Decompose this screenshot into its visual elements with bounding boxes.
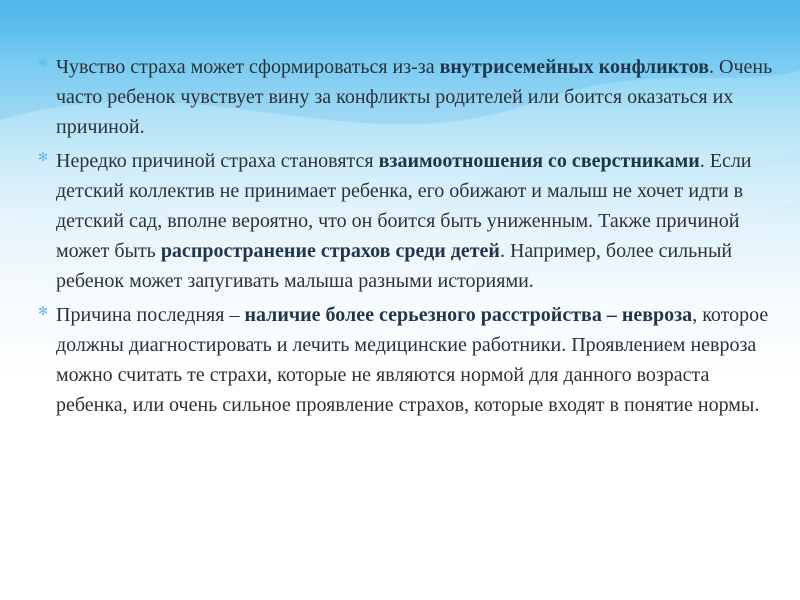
bullet-emphasis-text: внутрисемейных конфликтов <box>439 56 710 78</box>
bullet-text: , которое должны диагностировать и лечить медицинские работники. Проявлением невроза можно считать те страхи, которые не являются нормой для данного возраста ребенка, или очень сильное проявление страхов, которые входят в понятие нормы. <box>56 304 769 416</box>
bullet-text: Нередко причиной страха становятся <box>56 150 379 172</box>
bullet-emphasis-text: взаимоотношения со сверстниками <box>378 150 700 172</box>
bullet-marker-icon: ✻ <box>38 150 49 164</box>
bullet-text: . Если детский коллектив не принимает ребенка, его обижают и малыш не хочет идти в детский сад, вполне вероятно, что он боится быть униженным. Также причиной может быть <box>56 150 752 262</box>
bullet-text: Причина последняя – <box>56 304 245 326</box>
bullet-emphasis-text: распространение страхов среди детей <box>160 240 500 262</box>
bullet-item <box>34 300 774 420</box>
bullet-text: . Например, более сильный ребенок может запугивать малыша разными историями. <box>56 240 733 292</box>
bullet-marker-icon: ✻ <box>38 304 49 318</box>
bullet-emphasis-text: наличие более серьезного расстройства – невроза <box>244 304 693 326</box>
bullet-text: Чувство страха может сформироваться из-за <box>56 56 440 78</box>
bullet-list <box>34 52 774 424</box>
bullet-item <box>34 52 774 142</box>
bullet-item <box>34 146 774 296</box>
bullet-marker-icon: ✻ <box>38 56 49 70</box>
bullet-text: . Очень часто ребенок чувствует вину за конфликты родителей или боится оказаться их причиной. <box>56 56 773 138</box>
